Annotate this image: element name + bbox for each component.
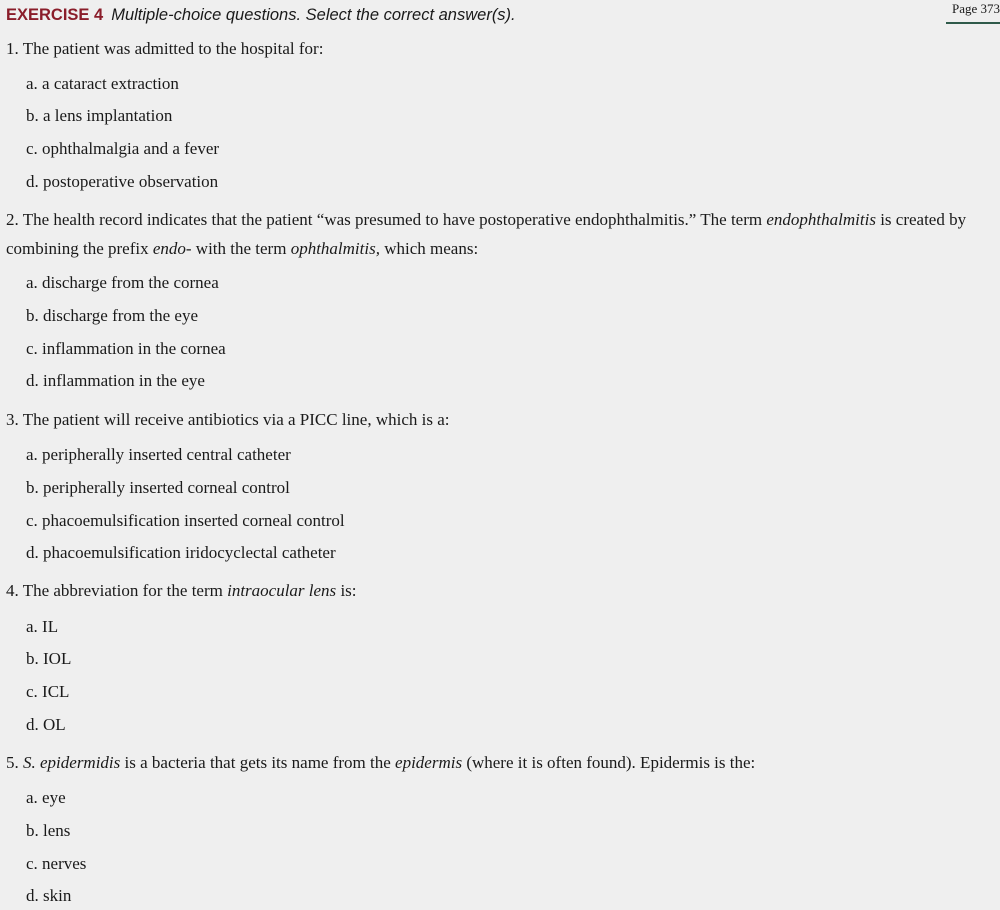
question-3 (6, 405, 998, 434)
option-text: postoperative observation (43, 172, 219, 191)
question-text: is: (336, 581, 357, 600)
question-number: 5. (6, 753, 19, 772)
option-3d[interactable] (26, 542, 336, 564)
question-2 (6, 205, 998, 263)
question-text: which means: (379, 239, 479, 258)
question-term: S. epidermidis (23, 753, 121, 772)
option-text: ICL (42, 682, 70, 701)
question-number: 3. (6, 410, 19, 429)
question-number: 1. (6, 39, 19, 58)
option-text: IOL (43, 649, 72, 668)
option-text: peripherally inserted central catheter (42, 445, 291, 464)
page-marker: Page 373 (946, 0, 1000, 24)
option-4a[interactable] (26, 616, 58, 638)
option-2b[interactable] (26, 305, 198, 327)
option-5d[interactable] (26, 885, 71, 907)
question-term: ophthalmitis, (290, 239, 380, 258)
question-text: The abbreviation for the term (22, 581, 228, 600)
option-1b[interactable] (26, 105, 172, 127)
option-text: OL (43, 715, 66, 734)
option-letter: b. (26, 478, 39, 497)
option-letter: b. (26, 821, 39, 840)
option-2d[interactable] (26, 370, 205, 392)
option-4c[interactable] (26, 681, 69, 703)
option-letter: d. (26, 172, 39, 191)
option-2c[interactable] (26, 338, 226, 360)
option-letter: c. (26, 139, 38, 158)
question-term: endo- (152, 239, 192, 258)
option-5b[interactable] (26, 820, 70, 842)
option-text: discharge from the eye (43, 306, 198, 325)
option-letter: a. (26, 273, 38, 292)
option-letter: b. (26, 649, 39, 668)
option-letter: a. (26, 74, 38, 93)
option-letter: a. (26, 445, 38, 464)
question-text: The patient was admitted to the hospital for: (22, 39, 324, 58)
option-letter: d. (26, 886, 39, 905)
question-text: The patient will receive antibiotics via a PICC line, which is a: (22, 410, 450, 429)
question-term: epidermis (395, 753, 463, 772)
option-text: inflammation in the eye (43, 371, 205, 390)
question-text: with the term (191, 239, 291, 258)
option-text: skin (43, 886, 72, 905)
option-text: discharge from the cornea (42, 273, 219, 292)
option-text: lens (43, 821, 71, 840)
exercise-header (6, 4, 516, 26)
option-letter: b. (26, 106, 39, 125)
option-1d[interactable] (26, 171, 218, 193)
question-text: is created by combining the prefix (6, 210, 967, 258)
option-text: peripherally inserted corneal control (43, 478, 290, 497)
option-text: phacoemulsification iridocyclectal catheter (43, 543, 336, 562)
question-term: intraocular lens (227, 581, 337, 600)
option-1c[interactable] (26, 138, 219, 160)
question-1 (6, 34, 998, 63)
option-3a[interactable] (26, 444, 291, 466)
question-text: The health record indicates that the patient “was presumed to have postoperative endophthalmitis.” The term (22, 210, 767, 229)
option-letter: a. (26, 788, 38, 807)
exercise-instructions: Multiple-choice questions. Select the correct answer(s). (111, 6, 516, 24)
option-text: inflammation in the cornea (42, 339, 226, 358)
option-text: a cataract extraction (42, 74, 179, 93)
question-4 (6, 576, 998, 605)
option-letter: c. (26, 511, 38, 530)
option-text: IL (42, 617, 59, 636)
question-5 (6, 748, 998, 777)
option-5a[interactable] (26, 787, 66, 809)
option-4b[interactable] (26, 648, 71, 670)
option-3b[interactable] (26, 477, 290, 499)
option-letter: c. (26, 682, 38, 701)
option-letter: a. (26, 617, 38, 636)
question-term: endophthalmitis (766, 210, 876, 229)
exercise-label: EXERCISE 4 (6, 6, 104, 24)
option-letter: c. (26, 854, 38, 873)
option-letter: b. (26, 306, 39, 325)
option-letter: c. (26, 339, 38, 358)
option-text: phacoemulsification inserted corneal control (42, 511, 345, 530)
option-text: nerves (42, 854, 87, 873)
option-letter: d. (26, 371, 39, 390)
option-4d[interactable] (26, 714, 66, 736)
question-number: 4. (6, 581, 19, 600)
question-text: is a bacteria that gets its name from the (120, 753, 396, 772)
option-text: a lens implantation (43, 106, 173, 125)
option-1a[interactable] (26, 73, 179, 95)
option-2a[interactable] (26, 272, 219, 294)
option-letter: d. (26, 715, 39, 734)
question-number: 2. (6, 210, 19, 229)
option-text: eye (42, 788, 66, 807)
option-5c[interactable] (26, 853, 86, 875)
option-text: ophthalmalgia and a fever (42, 139, 220, 158)
option-3c[interactable] (26, 510, 345, 532)
option-letter: d. (26, 543, 39, 562)
question-text: (where it is often found). Epidermis is the: (462, 753, 756, 772)
